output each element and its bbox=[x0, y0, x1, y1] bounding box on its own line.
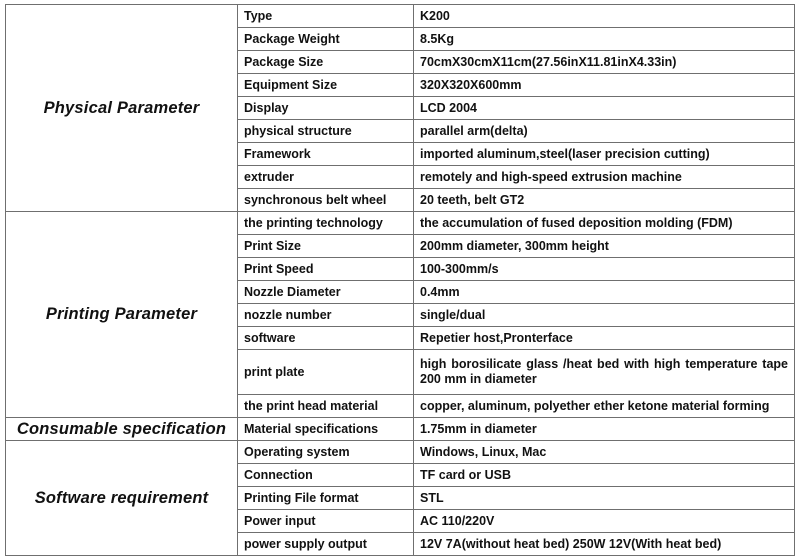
row-value: STL bbox=[414, 487, 795, 510]
table-row bbox=[6, 418, 795, 441]
row-value: 12V 7A(without heat bed) 250W 12V(With heat bed) bbox=[414, 533, 795, 556]
row-value: 200mm diameter, 300mm height bbox=[414, 235, 795, 258]
row-label: Nozzle Diameter bbox=[238, 281, 414, 304]
row-label: the printing technology bbox=[238, 212, 414, 235]
row-label: Print Speed bbox=[238, 258, 414, 281]
row-value: parallel arm(delta) bbox=[414, 120, 795, 143]
row-label: software bbox=[238, 327, 414, 350]
row-value: LCD 2004 bbox=[414, 97, 795, 120]
row-value: Repetier host,Pronterface bbox=[414, 327, 795, 350]
row-value: 100-300mm/s bbox=[414, 258, 795, 281]
row-label: Package Weight bbox=[238, 28, 414, 51]
row-label: Framework bbox=[238, 143, 414, 166]
row-label: Print Size bbox=[238, 235, 414, 258]
row-value: single/dual bbox=[414, 304, 795, 327]
row-value-text: high borosilicate glass /heat bed with high temperature tape 200 mm in diameter bbox=[420, 357, 788, 386]
section-title-physical: Physical Parameter bbox=[6, 5, 238, 212]
row-value: remotely and high-speed extrusion machine bbox=[414, 166, 795, 189]
row-label: power supply output bbox=[238, 533, 414, 556]
row-value: 20 teeth, belt GT2 bbox=[414, 189, 795, 212]
section-title-software: Software requirement bbox=[6, 441, 238, 556]
row-label: nozzle number bbox=[238, 304, 414, 327]
row-label: Package Size bbox=[238, 51, 414, 74]
row-value: 70cmX30cmX11cm(27.56inX11.81inX4.33in) bbox=[414, 51, 795, 74]
spec-table bbox=[5, 4, 795, 556]
section-title-printing: Printing Parameter bbox=[6, 212, 238, 418]
row-label: physical structure bbox=[238, 120, 414, 143]
row-label: Power input bbox=[238, 510, 414, 533]
row-value: 0.4mm bbox=[414, 281, 795, 304]
row-value: copper, aluminum, polyether ether ketone material forming bbox=[414, 395, 795, 418]
row-value: Windows, Linux, Mac bbox=[414, 441, 795, 464]
row-label: Material specifications bbox=[238, 418, 414, 441]
row-value: 320X320X600mm bbox=[414, 74, 795, 97]
row-value: the accumulation of fused deposition molding (FDM) bbox=[414, 212, 795, 235]
row-value bbox=[414, 350, 795, 395]
row-label: print plate bbox=[238, 350, 414, 395]
row-label: Printing File format bbox=[238, 487, 414, 510]
row-value: imported aluminum,steel(laser precision cutting) bbox=[414, 143, 795, 166]
table-row bbox=[6, 441, 795, 464]
table-row bbox=[6, 212, 795, 235]
row-label: Type bbox=[238, 5, 414, 28]
row-label: Equipment Size bbox=[238, 74, 414, 97]
row-value: TF card or USB bbox=[414, 464, 795, 487]
row-value: AC 110/220V bbox=[414, 510, 795, 533]
row-label: extruder bbox=[238, 166, 414, 189]
section-title-consumable: Consumable specification bbox=[6, 418, 238, 441]
row-value: 8.5Kg bbox=[414, 28, 795, 51]
row-label: the print head material bbox=[238, 395, 414, 418]
row-value: 1.75mm in diameter bbox=[414, 418, 795, 441]
row-label: synchronous belt wheel bbox=[238, 189, 414, 212]
row-value: K200 bbox=[414, 5, 795, 28]
row-label: Connection bbox=[238, 464, 414, 487]
table-row bbox=[6, 5, 795, 28]
row-label: Display bbox=[238, 97, 414, 120]
row-label: Operating system bbox=[238, 441, 414, 464]
